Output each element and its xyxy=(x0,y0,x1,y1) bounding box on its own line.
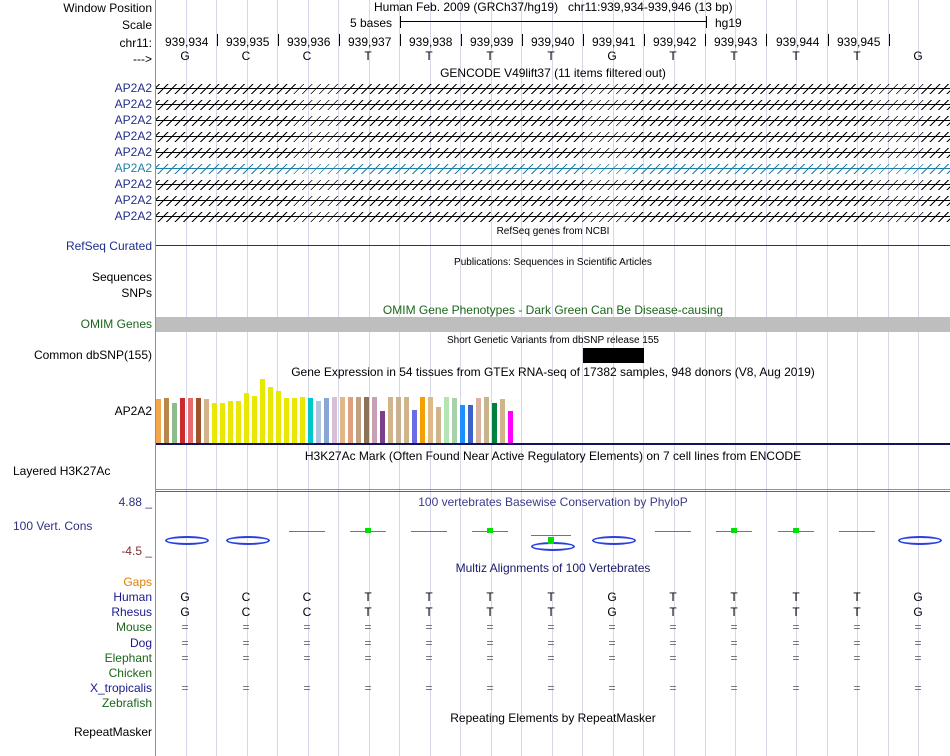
alignment-base: = xyxy=(181,636,189,650)
ruler-label: 939,935 xyxy=(226,35,270,49)
gtex-tissue-bar[interactable] xyxy=(284,398,289,443)
alignment-base: = xyxy=(364,636,372,650)
ruler-tick xyxy=(278,34,279,46)
alignment-base: = xyxy=(853,636,861,650)
scale-bar xyxy=(400,21,707,22)
gtex-gene-label[interactable]: AP2A2 xyxy=(114,404,152,418)
dbsnp-variant[interactable] xyxy=(583,348,644,363)
gtex-tissue-bar[interactable] xyxy=(412,410,417,443)
ruler-label: 939,934 xyxy=(165,35,209,49)
gtex-tissue-bar[interactable] xyxy=(252,396,257,443)
gencode-gene-label[interactable]: AP2A2 xyxy=(114,145,152,159)
gtex-tissue-bar[interactable] xyxy=(236,401,241,443)
alignment-base: = xyxy=(914,636,922,650)
alignment-base: T xyxy=(792,605,800,619)
phylop-tick xyxy=(839,531,875,532)
gtex-tissue-bar[interactable] xyxy=(164,398,169,443)
gtex-tissue-bar[interactable] xyxy=(420,397,425,443)
phylop-score-marker[interactable] xyxy=(548,537,554,544)
gencode-gene-label[interactable]: AP2A2 xyxy=(114,129,152,143)
scale-text: 5 bases xyxy=(350,16,393,30)
gtex-tissue-bar[interactable] xyxy=(484,397,489,443)
reference-base: T xyxy=(669,49,677,63)
gtex-tissue-bar[interactable] xyxy=(340,397,345,443)
alignment-base: = xyxy=(242,636,250,650)
alignment-base: = xyxy=(914,651,922,665)
alignment-base: C xyxy=(302,605,312,619)
ruler-tick xyxy=(400,34,401,46)
alignment-base: = xyxy=(730,620,738,634)
reference-base: T xyxy=(792,49,800,63)
alignment-base: = xyxy=(853,620,861,634)
gtex-tissue-bar[interactable] xyxy=(212,403,217,443)
phylop-track-title: 100 vertebrates Basewise Conservation by PhyloP xyxy=(418,495,688,509)
species-label[interactable]: Rhesus xyxy=(111,605,152,619)
alignment-base: = xyxy=(486,636,494,650)
alignment-base: T xyxy=(364,590,372,604)
ruler-label: 939,942 xyxy=(653,35,697,49)
gtex-tissue-bar[interactable] xyxy=(316,401,321,443)
gtex-tissue-bar[interactable] xyxy=(260,379,265,443)
cons-track-label[interactable]: 100 Vert. Cons xyxy=(13,519,93,533)
alignment-base: C xyxy=(302,590,312,604)
alignment-base: = xyxy=(425,681,433,695)
gtex-tissue-bar[interactable] xyxy=(204,399,209,443)
phylop-score-marker[interactable] xyxy=(365,528,371,533)
phylop-negative-marker[interactable] xyxy=(165,536,209,545)
alignment-base: = xyxy=(730,636,738,650)
multiz-track-title: Multiz Alignments of 100 Vertebrates xyxy=(455,561,651,575)
gtex-tissue-bar[interactable] xyxy=(292,398,297,443)
alignment-base: T xyxy=(364,605,372,619)
gencode-transcript[interactable] xyxy=(156,164,950,174)
alignment-base: = xyxy=(425,620,433,634)
refseq-track-label[interactable]: RefSeq Curated xyxy=(65,239,152,253)
alignment-base: = xyxy=(242,620,250,634)
gtex-tissue-bar[interactable] xyxy=(300,397,305,443)
reference-base: C xyxy=(302,49,312,63)
alignment-base: = xyxy=(669,636,677,650)
sequences-label[interactable]: Sequences xyxy=(91,270,152,284)
ruler-tick xyxy=(705,34,706,46)
alignment-base: = xyxy=(364,681,372,695)
gtex-tissue-bar[interactable] xyxy=(388,397,393,443)
alignment-base: = xyxy=(792,620,800,634)
phylop-negative-marker[interactable] xyxy=(226,536,270,545)
gtex-tissue-bar[interactable] xyxy=(188,398,193,443)
alignment-base: = xyxy=(914,620,922,634)
snps-label[interactable]: SNPs xyxy=(121,286,152,300)
gtex-tissue-bar[interactable] xyxy=(244,393,249,443)
ruler-label: 939,939 xyxy=(470,35,514,49)
alignment-base: T xyxy=(669,590,677,604)
alignment-base: = xyxy=(547,681,555,695)
gtex-track-title: Gene Expression in 54 tissues from GTEx RNA-seq of 17382 samples, 948 donors (V8, Aug 2019) xyxy=(291,365,815,379)
gencode-transcript[interactable] xyxy=(156,180,950,190)
alignment-base: = xyxy=(669,620,677,634)
alignment-base: = xyxy=(608,620,616,634)
reference-base: T xyxy=(547,49,555,63)
gtex-tissue-bar[interactable] xyxy=(508,411,513,443)
phylop-tick xyxy=(411,531,447,532)
phylop-negative-marker[interactable] xyxy=(592,536,636,545)
gtex-tissue-bar[interactable] xyxy=(348,397,353,443)
alignment-base: T xyxy=(853,590,861,604)
alignment-base: T xyxy=(425,605,433,619)
phylop-plot[interactable] xyxy=(156,510,950,555)
omim-track-label[interactable]: OMIM Genes xyxy=(80,317,152,331)
reference-base: G xyxy=(607,49,617,63)
phylop-tick xyxy=(289,531,325,532)
alignment-base: T xyxy=(792,590,800,604)
alignment-base: = xyxy=(669,651,677,665)
alignment-base: = xyxy=(364,651,372,665)
alignment-base: = xyxy=(853,651,861,665)
alignment-base: T xyxy=(730,590,738,604)
rmsk-track-title: Repeating Elements by RepeatMasker xyxy=(450,711,656,725)
gencode-transcript[interactable] xyxy=(156,100,950,110)
gtex-tissue-bar[interactable] xyxy=(500,399,505,443)
ruler-label: 939,943 xyxy=(714,35,758,49)
gencode-transcript[interactable] xyxy=(156,132,950,142)
gtex-tissue-bar[interactable] xyxy=(444,397,449,443)
species-label[interactable]: Human xyxy=(113,590,152,604)
alignment-base: G xyxy=(913,605,923,619)
gtex-tissue-bar[interactable] xyxy=(396,397,401,443)
phylop-negative-marker[interactable] xyxy=(898,536,942,545)
alignment-base: T xyxy=(730,605,738,619)
gencode-transcript[interactable] xyxy=(156,84,950,94)
alignment-base: T xyxy=(669,605,677,619)
gtex-tissue-bar[interactable] xyxy=(268,387,273,443)
alignment-base: = xyxy=(730,681,738,695)
reference-base: G xyxy=(913,49,923,63)
cons-min-label: -4.5 _ xyxy=(121,544,152,558)
alignment-base: G xyxy=(607,590,617,604)
alignment-base: = xyxy=(303,651,311,665)
species-label[interactable]: Elephant xyxy=(104,651,152,665)
alignment-base: = xyxy=(242,651,250,665)
alignment-base: = xyxy=(242,681,250,695)
alignment-base: T xyxy=(547,590,555,604)
cons-max-label: 4.88 _ xyxy=(118,495,152,509)
ruler-label: 939,940 xyxy=(531,35,575,49)
gencode-transcript[interactable] xyxy=(156,148,950,158)
browser-track-area[interactable] xyxy=(156,0,950,756)
h3k27ac-label[interactable]: Layered H3K27Ac xyxy=(13,464,111,478)
alignment-base: C xyxy=(241,605,251,619)
alignment-base: = xyxy=(547,620,555,634)
alignment-base: = xyxy=(914,681,922,695)
gtex-tissue-bar[interactable] xyxy=(324,398,329,443)
reference-base: G xyxy=(180,49,190,63)
gencode-gene-label[interactable]: AP2A2 xyxy=(114,193,152,207)
alignment-base: = xyxy=(425,651,433,665)
alignment-base: = xyxy=(486,681,494,695)
gtex-baseline xyxy=(156,443,950,445)
strand-label: ---> xyxy=(133,52,152,66)
alignment-base: = xyxy=(730,651,738,665)
gtex-tissue-bar[interactable] xyxy=(468,405,473,443)
species-label[interactable]: Mouse xyxy=(115,620,152,634)
ruler-tick xyxy=(644,34,645,46)
species-label[interactable]: Zebrafish xyxy=(101,696,152,710)
track-labels-panel xyxy=(0,0,155,756)
ruler-tick xyxy=(828,34,829,46)
gencode-gene-label[interactable]: AP2A2 xyxy=(114,97,152,111)
ruler-tick xyxy=(889,34,890,46)
reference-base: T xyxy=(364,49,372,63)
h3k27ac-signal-line xyxy=(156,489,950,490)
phylop-tick xyxy=(531,535,571,536)
gtex-tissue-bar[interactable] xyxy=(460,405,465,443)
species-label[interactable]: X_tropicalis xyxy=(89,681,152,695)
gtex-bar-chart[interactable] xyxy=(156,379,950,443)
reference-base: T xyxy=(425,49,433,63)
phylop-tick xyxy=(655,531,691,532)
ruler-label: 939,945 xyxy=(837,35,881,49)
alignment-base: = xyxy=(303,636,311,650)
gtex-tissue-bar[interactable] xyxy=(364,397,369,443)
alignment-base: = xyxy=(792,636,800,650)
h3k27ac-signal-line-2 xyxy=(156,491,950,492)
alignment-base: = xyxy=(303,681,311,695)
gencode-gene-label[interactable]: AP2A2 xyxy=(114,113,152,127)
gtex-tissue-bar[interactable] xyxy=(156,399,161,443)
omim-track-title: OMIM Gene Phenotypes - Dark Green Can Be Disease-causing xyxy=(382,303,724,317)
alignment-base: = xyxy=(547,651,555,665)
scale-db: hg19 xyxy=(715,16,742,30)
alignment-base: = xyxy=(608,636,616,650)
ruler-label: 939,937 xyxy=(348,35,392,49)
ruler-label: 939,936 xyxy=(287,35,331,49)
gtex-tissue-bar[interactable] xyxy=(492,403,497,443)
alignment-base: T xyxy=(547,605,555,619)
alignment-base: = xyxy=(547,636,555,650)
alignment-base: C xyxy=(241,590,251,604)
alignment-base: T xyxy=(486,590,494,604)
gencode-track-title: GENCODE V49lift37 (11 items filtered out) xyxy=(440,66,666,80)
gencode-gene-label[interactable]: AP2A2 xyxy=(114,81,152,95)
ruler-tick xyxy=(766,34,767,46)
refseq-gene-line[interactable] xyxy=(156,245,950,246)
gtex-tissue-bar[interactable] xyxy=(228,401,233,443)
ruler-label: 939,938 xyxy=(409,35,453,49)
phylop-score-marker[interactable] xyxy=(793,528,799,533)
ruler-label: 939,944 xyxy=(776,35,820,49)
alignment-base: G xyxy=(607,605,617,619)
alignment-base: = xyxy=(608,681,616,695)
alignment-base: = xyxy=(486,651,494,665)
gtex-tissue-bar[interactable] xyxy=(308,398,313,443)
reference-base: T xyxy=(486,49,494,63)
gencode-gene-label[interactable]: AP2A2 xyxy=(114,177,152,191)
gtex-tissue-bar[interactable] xyxy=(332,397,337,443)
scale-label: Scale xyxy=(121,18,152,32)
alignment-base: = xyxy=(608,651,616,665)
gencode-gene-label[interactable]: AP2A2 xyxy=(114,161,152,175)
alignment-base: = xyxy=(425,636,433,650)
alignment-base: = xyxy=(303,620,311,634)
gencode-transcript[interactable] xyxy=(156,196,950,206)
window-position-value: chr11:939,934-939,946 (13 bp) xyxy=(568,0,733,14)
gtex-tissue-bar[interactable] xyxy=(356,397,361,443)
gtex-tissue-bar[interactable] xyxy=(428,397,433,443)
alignment-base: G xyxy=(913,590,923,604)
gencode-transcript[interactable] xyxy=(156,212,950,222)
alignment-base: = xyxy=(792,651,800,665)
reference-base: T xyxy=(730,49,738,63)
alignment-base: = xyxy=(669,681,677,695)
alignment-base: G xyxy=(180,590,190,604)
ruler-label: 939,941 xyxy=(592,35,636,49)
gtex-tissue-bar[interactable] xyxy=(380,411,385,443)
gtex-tissue-bar[interactable] xyxy=(452,398,457,443)
ruler-tick xyxy=(522,34,523,46)
alignment-base: T xyxy=(425,590,433,604)
gtex-tissue-bar[interactable] xyxy=(404,397,409,443)
gaps-label: Gaps xyxy=(123,575,152,589)
alignment-base: = xyxy=(792,681,800,695)
scale-bar-left xyxy=(400,16,401,28)
alignment-base: = xyxy=(181,620,189,634)
gencode-transcript[interactable] xyxy=(156,116,950,126)
gtex-tissue-bar[interactable] xyxy=(476,398,481,443)
assembly-name: Human Feb. 2009 (GRCh37/hg19) xyxy=(374,0,559,14)
ruler-tick xyxy=(461,34,462,46)
dbsnp-track-title: Short Genetic Variants from dbSNP release 155 xyxy=(447,335,659,346)
h3k27ac-track-title: H3K27Ac Mark (Often Found Near Active Regulatory Elements) on 7 cell lines from ENCODE xyxy=(304,449,802,463)
ruler-tick xyxy=(339,34,340,46)
alignment-base: T xyxy=(486,605,494,619)
omim-gene-bar[interactable] xyxy=(156,317,950,332)
alignment-base: = xyxy=(364,620,372,634)
chrom-label: chr11: xyxy=(119,36,152,50)
phylop-score-marker[interactable] xyxy=(731,528,737,533)
reference-base: C xyxy=(241,49,251,63)
gtex-tissue-bar[interactable] xyxy=(372,397,377,443)
alignment-base: = xyxy=(853,681,861,695)
gtex-tissue-bar[interactable] xyxy=(276,391,281,443)
species-label[interactable]: Chicken xyxy=(108,666,152,680)
species-label[interactable]: Dog xyxy=(129,636,152,650)
reference-base: T xyxy=(853,49,861,63)
ruler-tick xyxy=(217,34,218,46)
gencode-gene-label[interactable]: AP2A2 xyxy=(114,209,152,223)
gtex-tissue-bar[interactable] xyxy=(180,398,185,443)
alignment-base: G xyxy=(180,605,190,619)
gtex-tissue-bar[interactable] xyxy=(436,407,441,443)
alignment-base: T xyxy=(853,605,861,619)
gtex-tissue-bar[interactable] xyxy=(196,398,201,443)
alignment-base: = xyxy=(486,620,494,634)
common-dbsnp-label[interactable]: Common dbSNP(155) xyxy=(33,348,152,362)
gtex-tissue-bar[interactable] xyxy=(220,403,225,443)
scale-bar-right xyxy=(706,16,707,28)
alignment-base: = xyxy=(181,651,189,665)
refseq-track-title: RefSeq genes from NCBI xyxy=(496,226,610,237)
window-position-label: Window Position xyxy=(63,1,152,15)
phylop-score-marker[interactable] xyxy=(487,528,493,533)
repeatmasker-label[interactable]: RepeatMasker xyxy=(73,725,152,739)
gtex-tissue-bar[interactable] xyxy=(172,403,177,443)
alignment-base: = xyxy=(181,681,189,695)
ruler-tick xyxy=(583,34,584,46)
pubs-track-title: Publications: Sequences in Scientific Articles xyxy=(454,257,652,268)
